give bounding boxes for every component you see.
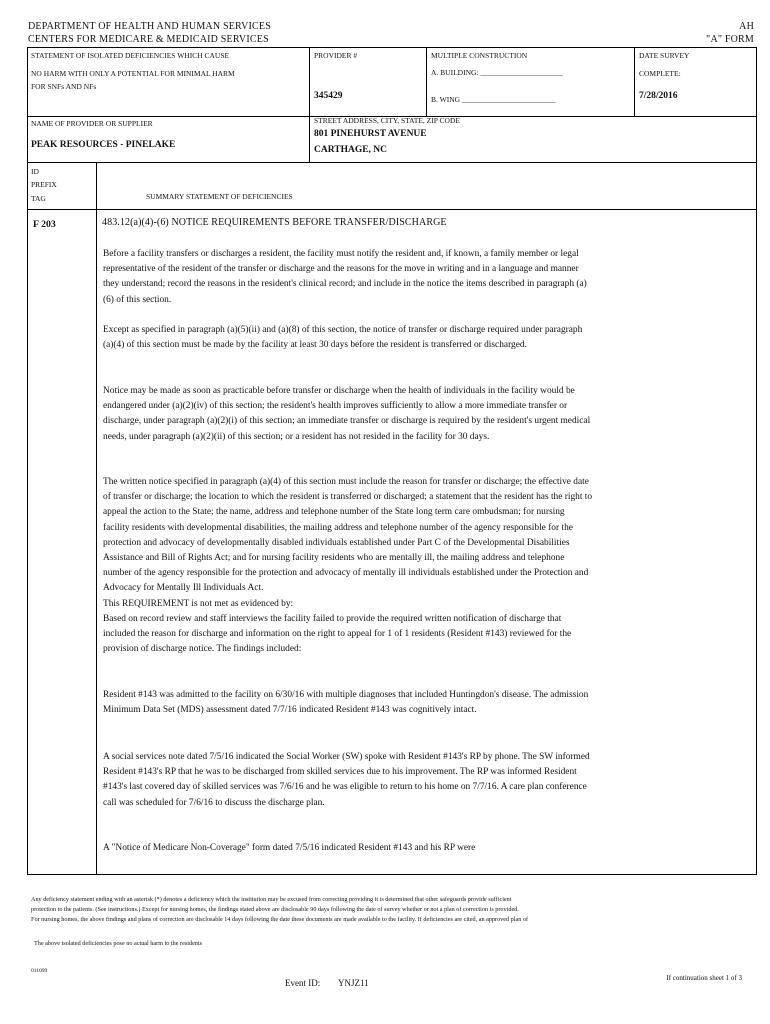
statement-line-2: NO HARM WITH ONLY A POTENTIAL FOR MINIMAL HARM <box>31 69 235 78</box>
statement-line-3: FOR SNFs AND NFs <box>31 82 97 91</box>
city-state: CARTHAGE, NC <box>314 145 388 155</box>
construction-building: A. BUILDING: ______________________ <box>431 68 563 77</box>
form-code: AH <box>739 21 754 32</box>
deficiency-tag: F 203 <box>33 219 56 230</box>
survey-date: 7/28/2016 <box>639 91 678 101</box>
event-id-label: Event ID: <box>285 978 321 988</box>
agency-name: CENTERS FOR MEDICARE & MEDICAID SERVICES <box>28 34 269 45</box>
survey-complete-label: COMPLETE: <box>639 69 681 78</box>
form-number: 011099 <box>31 968 48 974</box>
provider-label: PROVIDER # <box>314 51 358 60</box>
paragraph-4: The written notice specified in paragraph (a)(4) of this section must include the reason for transfer or discharge; the effective date of transfer or discharge; the location to which the resident is transferred or discharged; a statement that the resident has the right to appeal the action to the State; the name, address and telephone number of the State long term care ombudsman; for nursing facility residents with developmental disabilities, the mailing address and telephone number of the agency responsible for the protection and advocacy of developmentally disabled individuals established under Part C of the Developmental Disabilities Assistance and Bill of Rights Act; and for nursing facility residents who are mentally ill, the mailing address and telephone number of the agency responsible for the protection and advocacy of mentally ill individuals established under the Protection and Advocacy for Mentally Ill Individuals Act. This REQUIREMENT is not met as evidenced by: Based on record review and staff interviews the facility failed to provide the required written notification of discharge that included the reason for discharge and information on the right to appeal for 1 of 1 residents (Resident #143) reviewed for the provision of discharge notice. The findings included: <box>103 477 593 655</box>
column-tag: TAG <box>31 194 46 203</box>
survey-label: DATE SURVEY <box>639 51 690 60</box>
provider-name-label: NAME OF PROVIDER OR SUPPLIER <box>31 119 153 128</box>
event-id: YNJZ11 <box>338 978 369 988</box>
provider-number: 345429 <box>314 91 343 101</box>
paragraph-5: Resident #143 was admitted to the facility on 6/30/16 with multiple diagnoses that included Huntingdon's disease. The admission Minimum Data Set (MDS) assessment dated 7/7/16 indicated Resident #143 was cognitively intact. <box>103 690 589 716</box>
construction-wing: B. WING _________________________ <box>431 95 556 104</box>
column-id: ID <box>31 167 39 176</box>
harm-note: The above isolated deficiencies pose no actual harm to the residents <box>34 940 203 947</box>
street-address: 801 PINEHURST AVENUE <box>314 129 427 139</box>
disclaimer-line-3: For nursing homes, the above findings and plans of correction are disclosable 14 days following the date these documents are made available to the facility. If deficiencies are cited, an approved plan of <box>31 916 529 923</box>
department-name: DEPARTMENT OF HEALTH AND HUMAN SERVICES <box>28 21 272 32</box>
statement-label: STATEMENT OF ISOLATED DEFICIENCIES WHICH CAUSE <box>31 51 230 60</box>
continuation-sheet: If continuation sheet 1 of 3 <box>666 974 742 982</box>
address-label: STREET ADDRESS, CITY, STATE, ZIP CODE <box>314 116 460 125</box>
paragraph-6: A social services note dated 7/5/16 indicated the Social Worker (SW) spoke with Resident #143's RP by phone. The SW informed Resident #143's RP that he was to be discharged from skilled services due to his improvement. The RP was informed Resident #143's last covered day of skilled services was 7/6/16 and he was eligible to return to his home on 7/7/16. A care plan conference call was scheduled for 7/6/16 to discuss the discharge plan. <box>103 752 590 808</box>
paragraph-2: Except as specified in paragraph (a)(5)(ii) and (a)(8) of this section, the notice of transfer or discharge required under paragraph (a)(4) of this section must be made by the facility at least 30 days before the resident is transferred or discharged. <box>103 325 583 351</box>
form-name: "A" FORM <box>706 34 754 45</box>
disclaimer-line-1: Any deficiency statement ending with an asterisk (*) denotes a deficiency which the institution may be excused from correcting providing it is determined that other safeguards provide sufficient <box>31 896 512 903</box>
construction-label: MULTIPLE CONSTRUCTION <box>431 51 528 60</box>
paragraph-7: A "Notice of Medicare Non-Coverage" form dated 7/5/16 indicated Resident #143 and his RP were <box>103 843 476 853</box>
deficiency-title: 483.12(a)(4)-(6) NOTICE REQUIREMENTS BEFORE TRANSFER/DISCHARGE <box>102 217 447 228</box>
disclaimer-line-2: protection to the patients. (See instructions.) Except for nursing homes, the findings stated above are disclosable 90 days following the date of survey whether or not a plan of correction is provided. <box>31 906 519 913</box>
paragraph-3: Notice may be made as soon as practicable before transfer or discharge when the health of individuals in the facility would be endangered under (a)(2)(iv) of this section; the resident's health improves sufficiently to allow a more immediate transfer or discharge, under paragraph (a)(2)(i) of this section; an immediate transfer or discharge is required by the resident's urgent medical needs, under paragraph (a)(2)(ii) of this section; or a resident has not resided in the facility for 30 days. <box>103 386 591 442</box>
column-summary: SUMMARY STATEMENT OF DEFICIENCIES <box>146 192 293 201</box>
provider-name: PEAK RESOURCES - PINELAKE <box>31 140 176 150</box>
column-prefix: PREFIX <box>31 180 57 189</box>
paragraph-1: Before a facility transfers or discharges a resident, the facility must notify the resident and, if known, a family member or legal representative of the resident of the transfer or discharge and the reasons for the move in writing and in a language and manner they understand; record the reasons in the resident's clinical record; and include in the notice the items described in paragraph (a)(6) of this section. <box>103 249 587 305</box>
